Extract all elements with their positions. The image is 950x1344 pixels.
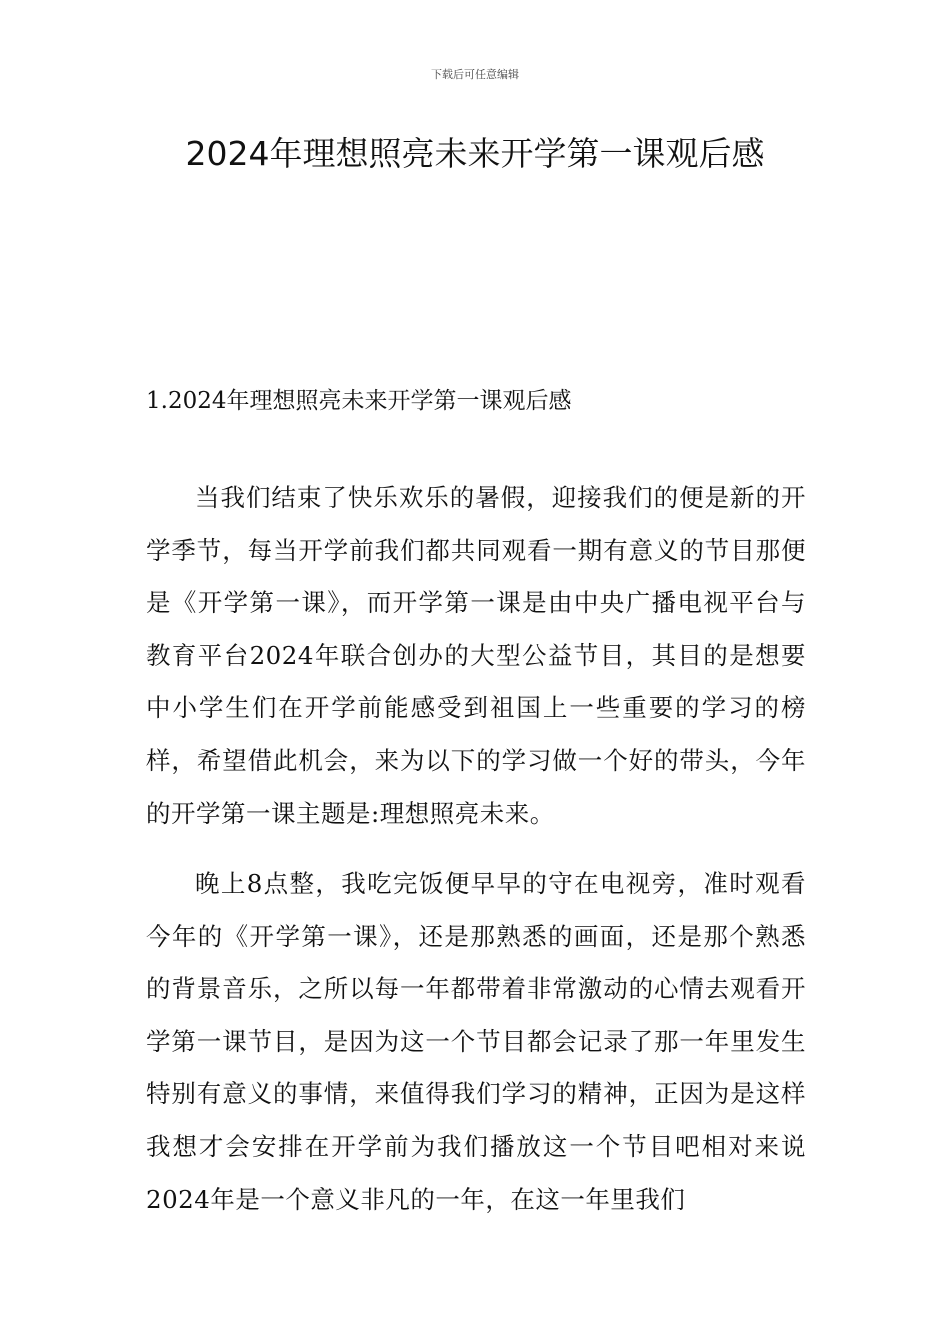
header-note: 下载后可任意编辑 (431, 68, 519, 81)
document-title: 2024年理想照亮未来开学第一课观后感 (185, 134, 765, 173)
section-heading: 1.2024年理想照亮未来开学第一课观后感 (146, 388, 572, 414)
body-paragraph-2: 晚上8点整，我吃完饭便早早的守在电视旁，准时观看今年的《开学第一课》，还是那熟悉的画面，还是那个熟悉的背景音乐，之所以每一年都带着非常激动的心情去观看开学第一课节目，是因为这一个节目都会记录了那一年里发生特别有意义的事情，来值得我们学习的精神，正因为是这样我想才会安排在开学前为我们播放这一个节目吧相对来说2024年是一个意义非凡的一年，在这一年里我们 (146, 869, 806, 1214)
body-paragraph-1: 当我们结束了快乐欢乐的暑假，迎接我们的便是新的开学季节，每当开学前我们都共同观看一期有意义的节目那便是《开学第一课》，而开学第一课是由中央广播电视平台与教育平台2024年联合创办的大型公益节目，其目的是想要中小学生们在开学前能感受到祖国上一些重要的学习的榜样，希望借此机会，来为以下的学习做一个好的带头，今年的开学第一课主题是:理想照亮未来。 (146, 483, 806, 828)
